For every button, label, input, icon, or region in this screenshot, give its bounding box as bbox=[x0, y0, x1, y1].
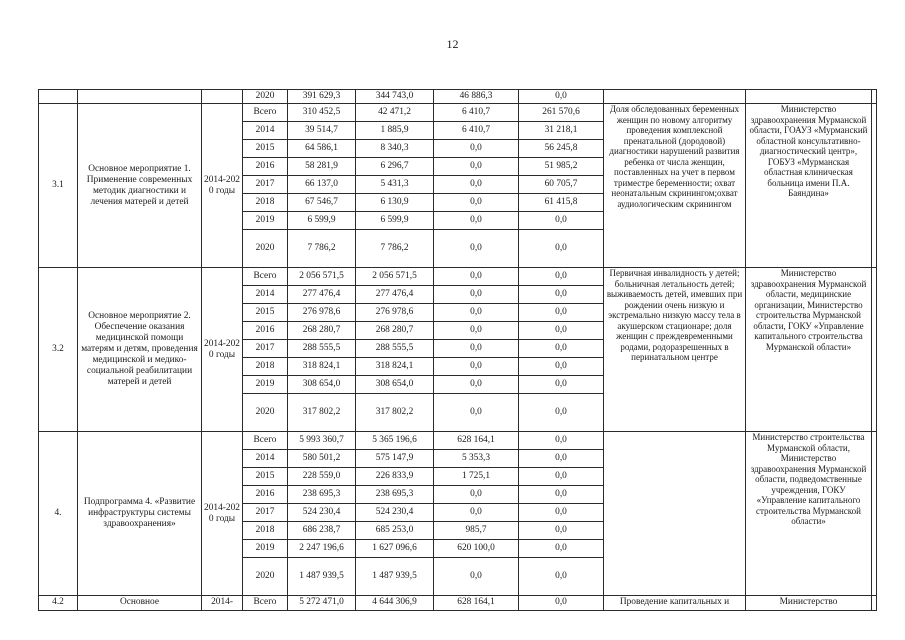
value-other: 0,0 bbox=[519, 468, 604, 486]
year-cell: 2016 bbox=[243, 486, 288, 504]
item-name: Подпрограмма 4. «Развитие инфраструктуры системы здравоохранения» bbox=[78, 432, 202, 596]
item-period bbox=[202, 596, 243, 611]
value-federal: 0,0 bbox=[434, 230, 519, 268]
year-cell: 2020 bbox=[243, 394, 288, 432]
indicator-cell bbox=[604, 432, 746, 596]
indicator-cell bbox=[604, 596, 746, 611]
year-cell: 2019 bbox=[243, 212, 288, 230]
value-federal: 0,0 bbox=[434, 212, 519, 230]
value-federal: 1 725,1 bbox=[434, 468, 519, 486]
value-regional: 6 296,7 bbox=[356, 158, 434, 176]
value-regional-text: 4 644 306,9 bbox=[372, 597, 417, 607]
item-name: Основное мероприятие 2. Обеспечение оказания медицинской помощи матерям и детям, проведения медицинской и медико-социальной реабилитации матерей и детей bbox=[78, 268, 202, 432]
value-other: 0,0 bbox=[519, 212, 604, 230]
value-total: 310 452,5 bbox=[288, 104, 356, 122]
value-total: 580 501,2 bbox=[288, 450, 356, 468]
value-regional: 1 885,9 bbox=[356, 122, 434, 140]
value-federal: 46 886,3 bbox=[434, 90, 519, 104]
year-cell: 2015 bbox=[243, 468, 288, 486]
executor-cell bbox=[746, 596, 872, 611]
item-number: 3.2 bbox=[39, 268, 78, 432]
value-total: 391 629,3 bbox=[288, 90, 356, 104]
year-cell: 2018 bbox=[243, 358, 288, 376]
item-period: 2014-2020 годы bbox=[202, 104, 243, 268]
table-row bbox=[39, 104, 877, 122]
value-other: 0,0 bbox=[519, 522, 604, 540]
value-other: 0,0 bbox=[519, 304, 604, 322]
year-cell: 2016 bbox=[243, 158, 288, 176]
value-other: 0,0 bbox=[519, 450, 604, 468]
indicator-cell: Первичная инвалидность у детей; больничная летальность детей; выживаемость детей, имевших при рождении очень низкую и экстремально низкую массу тела в акушерском стационаре; доля женщин с преждевременными родами, родоразрешенных в перинатальном центре bbox=[604, 268, 746, 432]
value-other: 51 985,2 bbox=[519, 158, 604, 176]
value-federal: 6 410,7 bbox=[434, 122, 519, 140]
year-cell: Всего bbox=[243, 432, 288, 450]
executor-cell bbox=[746, 90, 872, 104]
year-cell: 2018 bbox=[243, 194, 288, 212]
value-regional: 7 786,2 bbox=[356, 230, 434, 268]
value-other: 0,0 bbox=[519, 268, 604, 286]
value-total: 318 824,1 bbox=[288, 358, 356, 376]
value-federal: 5 353,3 bbox=[434, 450, 519, 468]
value-regional: 1 627 096,6 bbox=[356, 540, 434, 558]
value-total: 67 546,7 bbox=[288, 194, 356, 212]
value-total: 64 586,1 bbox=[288, 140, 356, 158]
year-cell: Всего bbox=[243, 104, 288, 122]
value-federal: 0,0 bbox=[434, 140, 519, 158]
value-regional: 1 487 939,5 bbox=[356, 558, 434, 596]
item-name-text: Основное bbox=[119, 597, 160, 607]
value-other: 0,0 bbox=[519, 432, 604, 450]
value-regional: 288 555,5 bbox=[356, 340, 434, 358]
item-period: 2014-2020 годы bbox=[202, 432, 243, 596]
value-total: 238 695,3 bbox=[288, 486, 356, 504]
year-cell: 2018 bbox=[243, 522, 288, 540]
indicator-cell: Доля обследованных беременных женщин по новому алгоритму проведения комплексной пренатальной (дородовой) диагностики нарушений развития ребенка от числа женщин, поставленных на учет в первом триместре беременности; охват неонатальным скринингом;охват аудиологическим скринингом bbox=[604, 104, 746, 268]
value-federal: 0,0 bbox=[434, 304, 519, 322]
program-table bbox=[38, 89, 877, 611]
value-federal: 0,0 bbox=[434, 268, 519, 286]
value-total: 308 654,0 bbox=[288, 376, 356, 394]
value-federal: 0,0 bbox=[434, 158, 519, 176]
year-cell bbox=[243, 596, 288, 611]
table-body bbox=[39, 90, 877, 611]
value-federal: 0,0 bbox=[434, 486, 519, 504]
year-cell: 2019 bbox=[243, 540, 288, 558]
value-other: 261 570,6 bbox=[519, 104, 604, 122]
value-total: 39 514,7 bbox=[288, 122, 356, 140]
year-cell: 2015 bbox=[243, 304, 288, 322]
value-other: 0,0 bbox=[519, 486, 604, 504]
executor-cell-text: Министерство bbox=[779, 597, 838, 607]
value-total: 2 247 196,6 bbox=[288, 540, 356, 558]
value-regional: 308 654,0 bbox=[356, 376, 434, 394]
value-federal: 620 100,0 bbox=[434, 540, 519, 558]
year-cell: 2015 bbox=[243, 140, 288, 158]
executor-cell: Министерство здравоохранения Мурманской области, медицинские организации, Министерство строительства Мурманской области, ГОКУ «Управление капитального строительства Мурманской области» bbox=[746, 268, 872, 432]
year-cell: 2017 bbox=[243, 176, 288, 194]
value-total: 1 487 939,5 bbox=[288, 558, 356, 596]
value-other: 0,0 bbox=[519, 504, 604, 522]
value-other: 31 218,1 bbox=[519, 122, 604, 140]
value-total: 277 476,4 bbox=[288, 286, 356, 304]
num-cell bbox=[39, 90, 78, 104]
item-number bbox=[39, 596, 78, 611]
value-total: 317 802,2 bbox=[288, 394, 356, 432]
year-cell: 2017 bbox=[243, 504, 288, 522]
year-cell: 2020 bbox=[243, 90, 288, 104]
value-other: 0,0 bbox=[519, 322, 604, 340]
value-regional: 575 147,9 bbox=[356, 450, 434, 468]
indicator-cell bbox=[604, 90, 746, 104]
edge-cell bbox=[872, 90, 877, 104]
edge-cell bbox=[872, 596, 877, 611]
value-regional: 268 280,7 bbox=[356, 322, 434, 340]
value-federal: 0,0 bbox=[434, 504, 519, 522]
value-federal: 985,7 bbox=[434, 522, 519, 540]
value-total: 66 137,0 bbox=[288, 176, 356, 194]
value-other bbox=[519, 596, 604, 611]
value-regional: 277 476,4 bbox=[356, 286, 434, 304]
edge-cell bbox=[872, 268, 877, 432]
value-other-text: 0,0 bbox=[555, 597, 567, 607]
item-name bbox=[78, 596, 202, 611]
value-total: 288 555,5 bbox=[288, 340, 356, 358]
table-row bbox=[39, 268, 877, 286]
value-regional: 317 802,2 bbox=[356, 394, 434, 432]
indicator-cell-text: Проведение капитальных и bbox=[619, 597, 730, 607]
value-other: 0,0 bbox=[519, 286, 604, 304]
value-federal: 0,0 bbox=[434, 322, 519, 340]
value-total bbox=[288, 596, 356, 611]
value-total: 6 599,9 bbox=[288, 212, 356, 230]
value-other: 0,0 bbox=[519, 540, 604, 558]
value-federal bbox=[434, 596, 519, 611]
year-cell: Всего bbox=[243, 268, 288, 286]
value-federal: 0,0 bbox=[434, 340, 519, 358]
table-row bbox=[39, 596, 877, 611]
year-cell: 2014 bbox=[243, 286, 288, 304]
value-federal: 0,0 bbox=[434, 376, 519, 394]
value-regional: 8 340,3 bbox=[356, 140, 434, 158]
value-regional: 5 365 196,6 bbox=[356, 432, 434, 450]
item-number-text: 4.2 bbox=[52, 597, 64, 607]
item-period: 2014-2020 годы bbox=[202, 268, 243, 432]
year-cell: 2020 bbox=[243, 230, 288, 268]
year-cell: 2017 bbox=[243, 340, 288, 358]
year-cell: 2014 bbox=[243, 450, 288, 468]
edge-cell bbox=[872, 104, 877, 268]
value-total: 228 559,0 bbox=[288, 468, 356, 486]
table-row bbox=[39, 90, 877, 104]
name-cell bbox=[78, 90, 202, 104]
value-regional: 344 743,0 bbox=[356, 90, 434, 104]
value-other: 0,0 bbox=[519, 230, 604, 268]
value-other: 56 245,8 bbox=[519, 140, 604, 158]
value-federal: 0,0 bbox=[434, 176, 519, 194]
value-regional: 5 431,3 bbox=[356, 176, 434, 194]
value-regional: 276 978,6 bbox=[356, 304, 434, 322]
value-total: 268 280,7 bbox=[288, 322, 356, 340]
page-number: 12 bbox=[446, 37, 459, 51]
value-regional: 238 695,3 bbox=[356, 486, 434, 504]
period-cell bbox=[202, 90, 243, 104]
edge-cell bbox=[872, 432, 877, 596]
item-name: Основное мероприятие 1. Применение современных методик диагностики и лечения матерей и детей bbox=[78, 104, 202, 268]
value-regional: 2 056 571,5 bbox=[356, 268, 434, 286]
year-cell: 2016 bbox=[243, 322, 288, 340]
value-total: 524 230,4 bbox=[288, 504, 356, 522]
value-regional: 42 471,2 bbox=[356, 104, 434, 122]
value-regional: 524 230,4 bbox=[356, 504, 434, 522]
value-other: 0,0 bbox=[519, 558, 604, 596]
value-other: 0,0 bbox=[519, 394, 604, 432]
year-cell-text: Всего bbox=[253, 597, 277, 607]
value-regional bbox=[356, 596, 434, 611]
value-total-text: 5 272 471,0 bbox=[299, 597, 344, 607]
value-federal: 0,0 bbox=[434, 194, 519, 212]
value-regional: 685 253,0 bbox=[356, 522, 434, 540]
value-federal-text: 628 164,1 bbox=[457, 597, 495, 607]
item-period-text: 2014- bbox=[211, 597, 233, 607]
value-total: 2 056 571,5 bbox=[288, 268, 356, 286]
value-other: 0,0 bbox=[519, 376, 604, 394]
value-other: 0,0 bbox=[519, 340, 604, 358]
value-regional: 6 599,9 bbox=[356, 212, 434, 230]
value-total: 7 786,2 bbox=[288, 230, 356, 268]
value-federal: 6 410,7 bbox=[434, 104, 519, 122]
value-other: 61 415,8 bbox=[519, 194, 604, 212]
value-total: 58 281,9 bbox=[288, 158, 356, 176]
value-federal: 0,0 bbox=[434, 286, 519, 304]
year-cell: 2014 bbox=[243, 122, 288, 140]
executor-cell: Министерство здравоохранения Мурманской области, ГОАУЗ «Мурманский областной консультативно-диагностический центр», ГОБУЗ «Мурманская областная клиническая больница имени П.А. Баяндина» bbox=[746, 104, 872, 268]
value-other: 0,0 bbox=[519, 358, 604, 376]
value-federal: 0,0 bbox=[434, 358, 519, 376]
executor-cell: Министерство строительства Мурманской области, Министерство здравоохранения Мурманской области, подведомственные учреждения, ГОКУ «Управление капитального строительства Мурманской области» bbox=[746, 432, 872, 596]
value-other: 60 705,7 bbox=[519, 176, 604, 194]
edge-cell-text bbox=[872, 596, 876, 610]
value-federal: 628 164,1 bbox=[434, 432, 519, 450]
value-federal: 0,0 bbox=[434, 558, 519, 596]
value-total: 5 993 360,7 bbox=[288, 432, 356, 450]
item-number: 4. bbox=[39, 432, 78, 596]
year-cell: 2020 bbox=[243, 558, 288, 596]
year-cell: 2019 bbox=[243, 376, 288, 394]
item-number: 3.1 bbox=[39, 104, 78, 268]
value-total: 686 238,7 bbox=[288, 522, 356, 540]
table-row bbox=[39, 432, 877, 450]
value-regional: 226 833,9 bbox=[356, 468, 434, 486]
value-other: 0,0 bbox=[519, 90, 604, 104]
value-total: 276 978,6 bbox=[288, 304, 356, 322]
value-regional: 6 130,9 bbox=[356, 194, 434, 212]
value-regional: 318 824,1 bbox=[356, 358, 434, 376]
value-federal: 0,0 bbox=[434, 394, 519, 432]
